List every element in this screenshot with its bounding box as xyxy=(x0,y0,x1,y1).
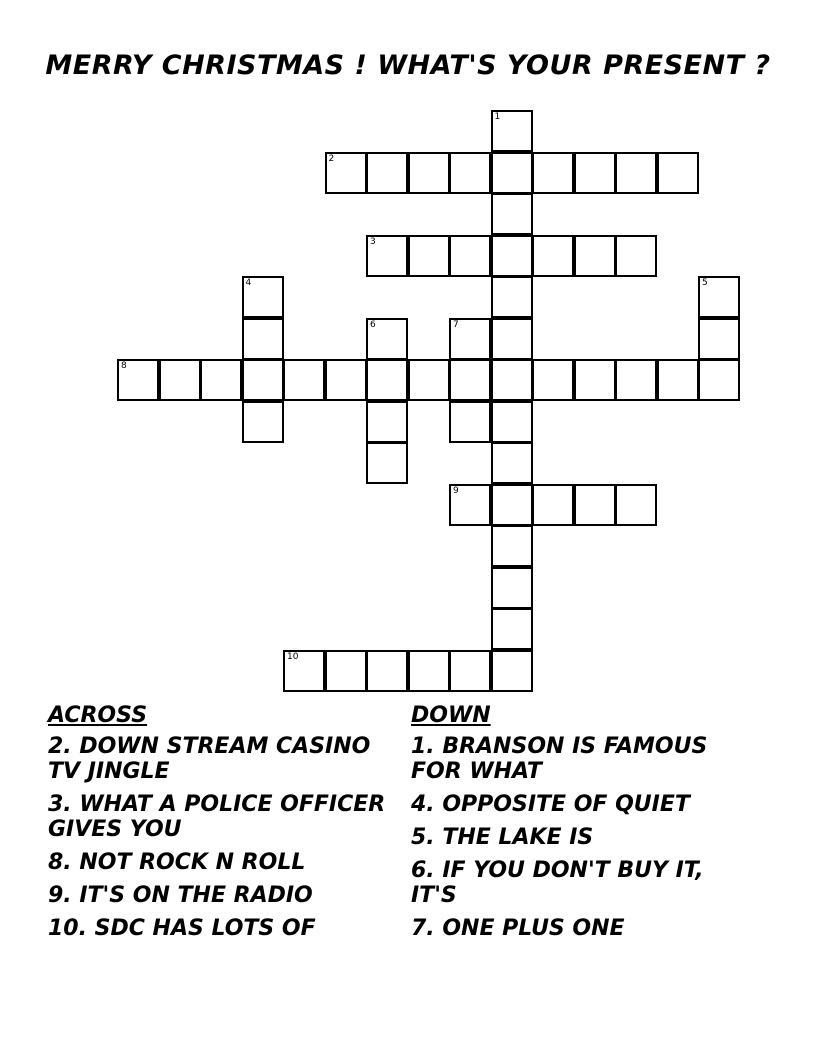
grid-cell[interactable] xyxy=(366,442,408,484)
grid-cell[interactable] xyxy=(491,608,533,650)
grid-cell[interactable] xyxy=(366,650,408,692)
down-clues xyxy=(411,703,751,949)
grid-cell[interactable] xyxy=(449,401,491,443)
grid-cell[interactable] xyxy=(449,235,491,277)
grid-cell[interactable] xyxy=(491,359,533,401)
grid-cell[interactable] xyxy=(242,359,284,401)
grid-cell[interactable] xyxy=(408,359,450,401)
grid-cell[interactable] xyxy=(698,318,740,360)
grid-cell[interactable] xyxy=(449,359,491,401)
down-clue: 5. THE LAKE IS xyxy=(411,825,594,850)
grid-cell[interactable] xyxy=(615,152,657,194)
grid-cell[interactable] xyxy=(325,650,367,692)
grid-cell[interactable] xyxy=(532,484,574,526)
grid-cell[interactable] xyxy=(491,318,533,360)
grid-cell[interactable] xyxy=(449,484,491,526)
across-clue: 2. DOWN STREAM CASINO TV JINGLE xyxy=(48,734,371,784)
grid-cell[interactable] xyxy=(615,359,657,401)
grid-cell[interactable] xyxy=(242,401,284,443)
grid-cell[interactable] xyxy=(283,650,325,692)
grid-cell[interactable] xyxy=(491,401,533,443)
grid-cell[interactable] xyxy=(366,359,408,401)
grid-cell[interactable] xyxy=(242,318,284,360)
grid-cell[interactable] xyxy=(574,484,616,526)
clue-number: 5 xyxy=(702,278,708,288)
puzzle-title: MERRY CHRISTMAS ! WHAT'S YOUR PRESENT ? xyxy=(45,50,771,81)
grid-cell[interactable] xyxy=(491,442,533,484)
grid-cell[interactable] xyxy=(532,235,574,277)
across-clue: 9. IT'S ON THE RADIO xyxy=(48,883,313,908)
grid-cell[interactable] xyxy=(657,359,699,401)
clue-number: 9 xyxy=(453,485,459,496)
grid-cell[interactable] xyxy=(491,567,533,609)
grid-cell[interactable] xyxy=(491,525,533,567)
down-heading: DOWN xyxy=(411,703,491,728)
clue-number: 6 xyxy=(370,319,376,330)
across-clue: 8. NOT ROCK N ROLL xyxy=(48,850,306,875)
grid-cell[interactable] xyxy=(449,650,491,692)
clue-number: 2 xyxy=(328,153,335,164)
clue-number: 10 xyxy=(287,651,299,662)
grid-cell[interactable] xyxy=(366,235,408,277)
down-clue: 6. IF YOU DON'T BUY IT, IT'S xyxy=(411,858,704,908)
clue-number: 8 xyxy=(121,361,127,371)
grid-cell[interactable] xyxy=(200,359,242,401)
grid-cell[interactable] xyxy=(574,235,616,277)
grid-cell[interactable] xyxy=(657,152,699,194)
across-heading: ACROSS xyxy=(48,703,148,728)
grid-cell[interactable] xyxy=(366,401,408,443)
grid-cell[interactable] xyxy=(117,359,159,401)
grid-cell[interactable] xyxy=(574,152,616,194)
grid-cell[interactable] xyxy=(491,152,533,194)
grid-cell[interactable] xyxy=(159,359,201,401)
grid-cell[interactable] xyxy=(408,235,450,277)
clue-number: 1 xyxy=(494,112,501,122)
grid-cell[interactable] xyxy=(491,484,533,526)
clue-number: 7 xyxy=(453,319,459,330)
grid-cell[interactable] xyxy=(449,318,491,360)
grid-cell[interactable] xyxy=(449,152,491,194)
clue-number: 3 xyxy=(370,236,376,247)
grid-cell[interactable] xyxy=(408,650,450,692)
grid-cell[interactable] xyxy=(408,152,450,194)
grid-cell[interactable] xyxy=(532,152,574,194)
across-clues xyxy=(48,703,388,949)
across-clue: 3. WHAT A POLICE OFFICER GIVES YOU xyxy=(48,792,386,842)
down-clue: 7. ONE PLUS ONE xyxy=(411,916,625,941)
grid-cell[interactable] xyxy=(615,235,657,277)
down-clue: 4. OPPOSITE OF QUIET xyxy=(411,792,690,817)
grid-cell[interactable] xyxy=(325,152,367,194)
grid-cell[interactable] xyxy=(491,110,533,152)
grid-cell[interactable] xyxy=(615,484,657,526)
clue-number: 4 xyxy=(245,278,252,288)
grid-cell[interactable] xyxy=(283,359,325,401)
grid-cell[interactable] xyxy=(574,359,616,401)
grid-cell[interactable] xyxy=(532,359,574,401)
grid-cell[interactable] xyxy=(491,276,533,318)
grid-cell[interactable] xyxy=(698,276,740,318)
grid-cell[interactable] xyxy=(491,650,533,692)
grid-cell[interactable] xyxy=(491,193,533,235)
grid-cell[interactable] xyxy=(242,276,284,318)
down-clue: 1. BRANSON IS FAMOUS FOR WHAT xyxy=(411,734,708,784)
grid-cell[interactable] xyxy=(698,359,740,401)
across-clue: 10. SDC HAS LOTS OF xyxy=(48,916,316,941)
grid-cell[interactable] xyxy=(325,359,367,401)
grid-cell[interactable] xyxy=(491,235,533,277)
grid-cell[interactable] xyxy=(366,152,408,194)
grid-cell[interactable] xyxy=(366,318,408,360)
